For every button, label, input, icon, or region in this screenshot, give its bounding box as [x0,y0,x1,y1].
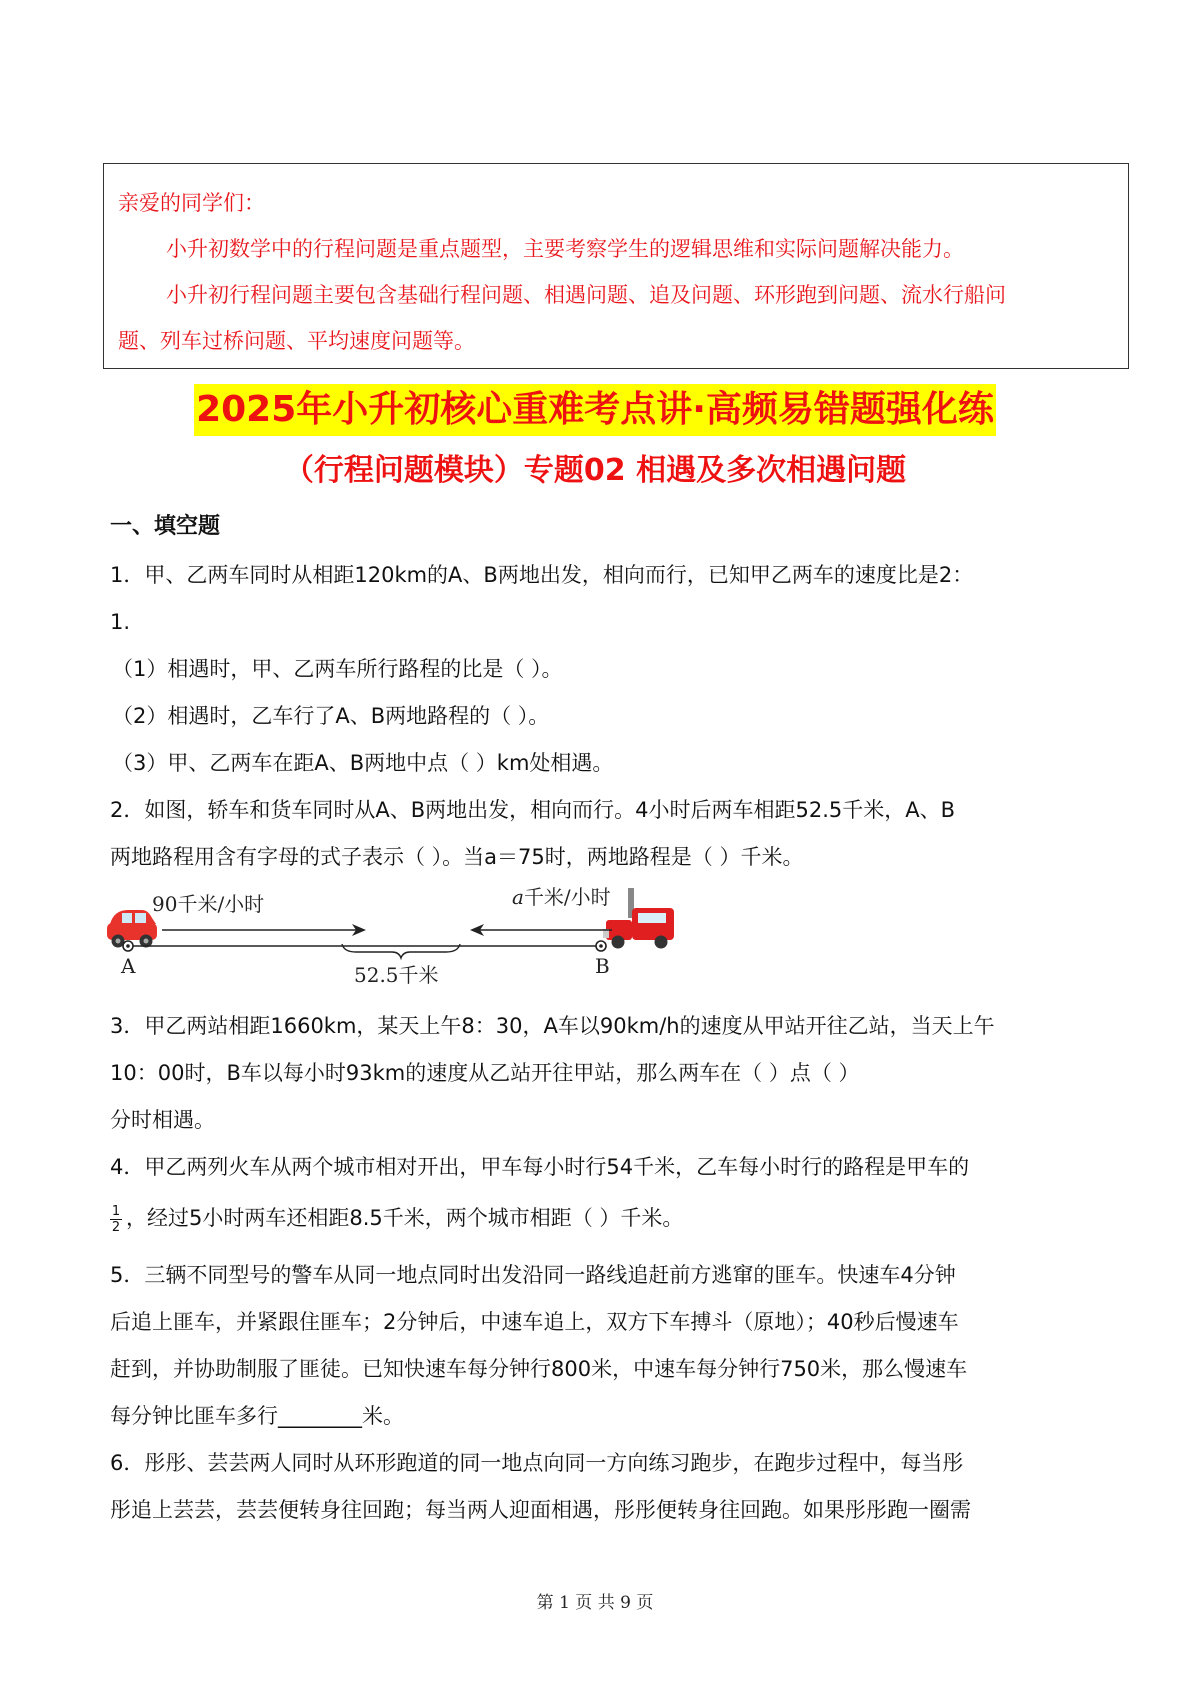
section-heading: 一、填空题 [110,514,221,539]
q1-sub-3: （3）甲、乙两车在距A、B两地中点（ ）km处相遇。 [112,751,614,775]
speed-left-label: 90千米/小时 [152,892,265,916]
speed-right-variable: a [512,885,524,909]
q2-line-2: 两地路程用含有字母的式子表示（ ）。当a＝75时，两地路程是（ ）千米。 [110,845,804,869]
q4-line-2: ，经过5小时两车还相距8.5千米，两个城市相距（ ）千米。 [126,1206,684,1230]
speed-right-unit: 千米/小时 [523,885,611,909]
motion-diagram [104,880,694,995]
notice-greeting: 亲爱的同学们： [118,191,265,215]
q5-line-4: 每分钟比匪车多行________米。 [110,1404,404,1428]
q4-fraction [110,1204,122,1235]
title-wrapper [0,384,1190,436]
q4-line-2-wrapper [110,1199,683,1237]
q1-line-1: 1．甲、乙两车同时从相距120km的A、B两地出发，相向而行，已知甲乙两车的速度比是2： [110,563,974,587]
speed-right-label [512,885,611,909]
q1-sub-2: （2）相遇时，乙车行了A、B两地路程的（ ）。 [112,704,550,728]
q2-line-1: 2．如图，轿车和货车同时从A、B两地出发，相向而行。4小时后两车相距52.5千米，A、B [110,798,956,822]
page-subtitle: （行程问题模块）专题02 相遇及多次相遇问题 [283,453,907,488]
q1-line-2: 1. [110,610,131,634]
notice-paragraph-2-line-1: 小升初行程问题主要包含基础行程问题、相遇问题、追及问题、环形跑到问题、流水行船问 [166,283,1006,307]
q3-line-3: 分时相遇。 [110,1108,215,1132]
notice-box [103,163,1129,369]
q4-line-1: 4．甲乙两列火车从两个城市相对开出，甲车每小时行54千米，乙车每小时行的路程是甲车的 [110,1155,970,1179]
point-b-label: B [595,954,610,978]
q5-line-3: 赶到，并协助制服了匪徒。已知快速车每分钟行800米，中速车每分钟行750米，那么慢速车 [110,1357,968,1381]
page-footer: 第 1 页 共 9 页 [536,1593,654,1613]
q5-line-2: 后追上匪车，并紧跟住匪车；2分钟后，中速车追上，双方下车搏斗（原地）；40秒后慢速车 [110,1310,959,1334]
q3-line-1: 3．甲乙两站相距1660km，某天上午8：30，A车以90km/h的速度从甲站开往乙站，当天上午 [110,1014,995,1038]
q5-line-1: 5．三辆不同型号的警车从同一地点同时出发沿同一路线追赶前方逃窜的匪车。快速车4分钟 [110,1263,956,1287]
notice-paragraph-1: 小升初数学中的行程问题是重点题型，主要考察学生的逻辑思维和实际问题解决能力。 [166,237,964,261]
q3-line-2: 10：00时，B车以每小时93km的速度从乙站开往甲站，那么两车在（ ）点（ ） [110,1061,860,1085]
point-a-label: A [121,954,136,978]
q4-fraction-numerator: 1 [111,1203,121,1219]
gap-label: 52.5千米 [354,963,439,987]
q1-sub-1: （1）相遇时，甲、乙两车所行路程的比是（ ）。 [112,657,563,681]
page-title: 2025年小升初核心重难考点讲·高频易错题强化练 [194,384,996,436]
q6-line-2: 彤追上芸芸，芸芸便转身往回跑；每当两人迎面相遇，彤彤便转身往回跑。如果彤彤跑一圈需 [110,1498,971,1522]
notice-paragraph-2-line-2: 题、列车过桥问题、平均速度问题等。 [118,329,475,353]
q4-fraction-denominator: 2 [111,1219,121,1235]
q6-line-1: 6．彤彤、芸芸两人同时从环形跑道的同一地点向同一方向练习跑步，在跑步过程中，每当彤 [110,1451,964,1475]
red-truck-icon [603,888,674,949]
